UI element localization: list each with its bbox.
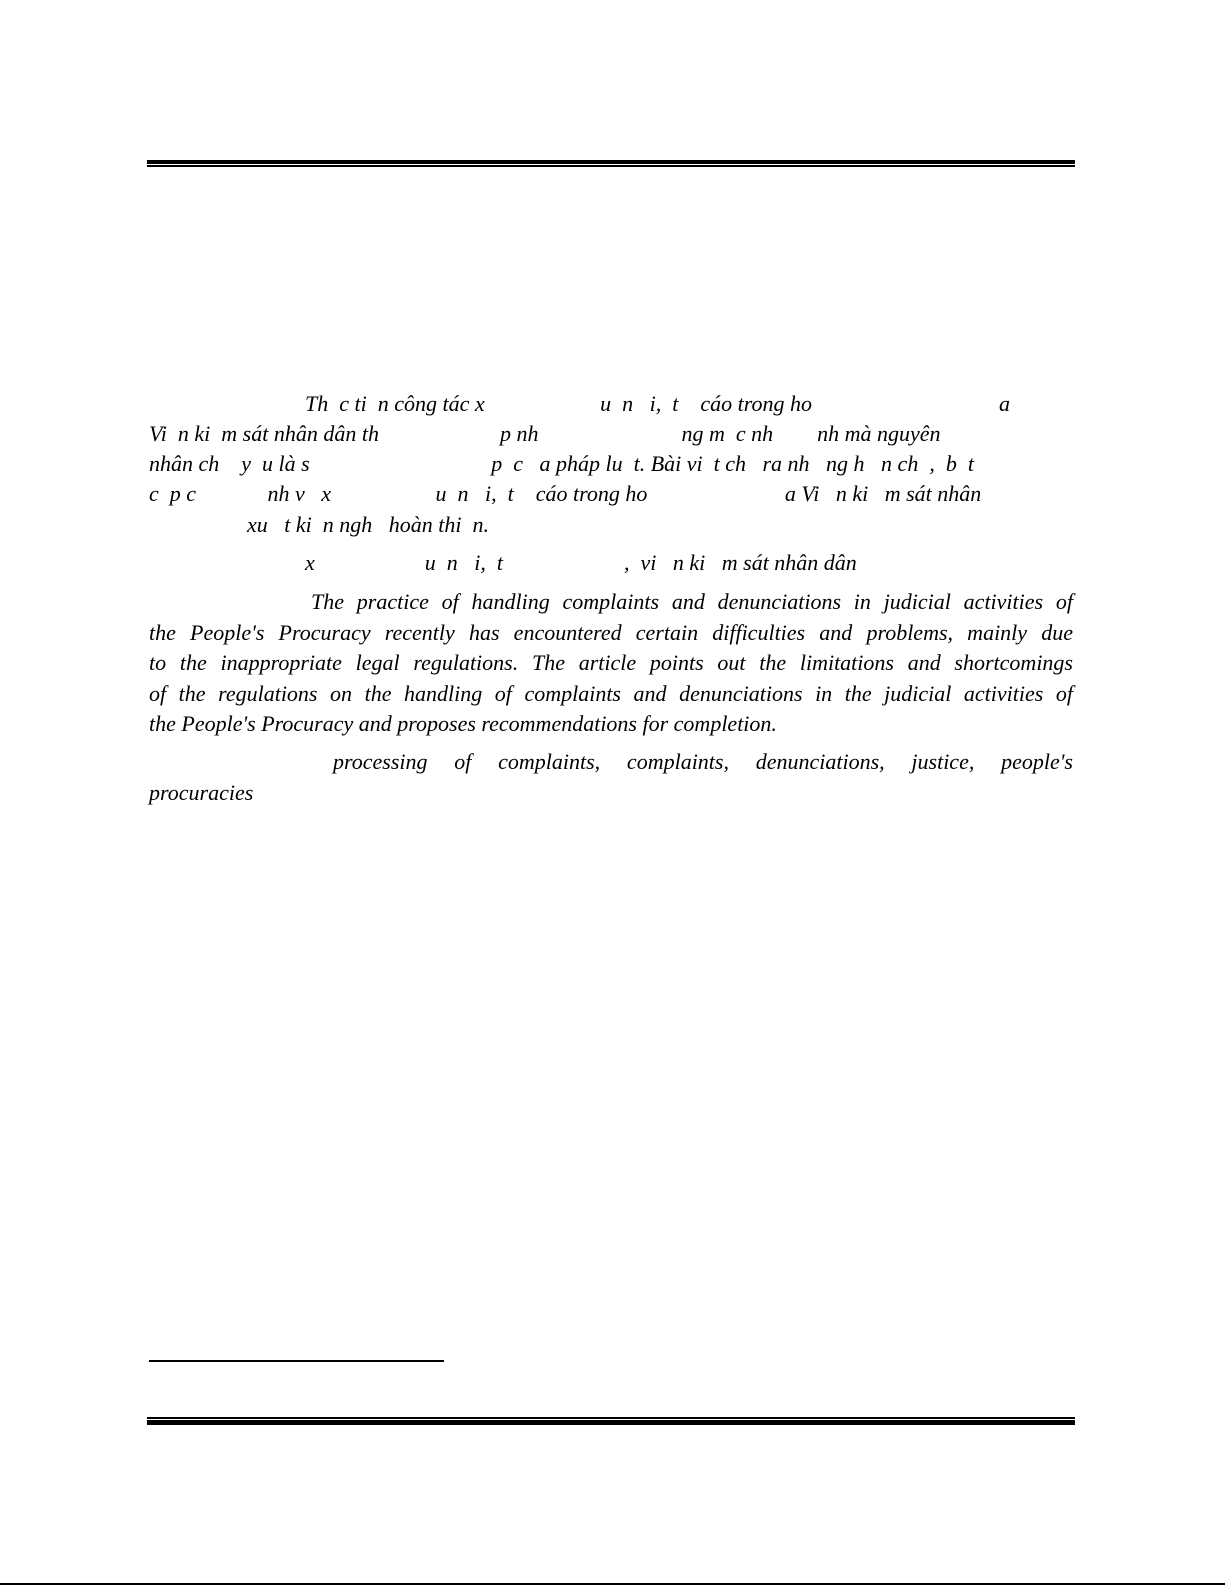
en-abstract-line-5: the People's Procuracy and proposes recommendations for completion. — [149, 711, 777, 736]
footnote-separator — [149, 1360, 444, 1362]
vi-abstract-line-4: c p c nh v x u n i, t cáo trong ho a Vi n ki m sát nhân — [149, 481, 982, 506]
vi-abstract-line-5: xu t ki n ngh hoàn thi n. — [247, 512, 489, 537]
en-abstract-line-3: to the inappropriate legal regulations. The article points out the limitations and shortcomings — [149, 650, 1073, 675]
vi-abstract-line-1: Th c ti n công tác x u n i, t cáo trong ho a — [305, 391, 1010, 416]
header-double-rule — [147, 160, 1075, 167]
vi-abstract-line-3: nhân ch y u là s p c a pháp lu t. Bài vi t ch ra nh ng h n ch , b t — [149, 451, 974, 476]
en-abstract-line-4: of the regulations on the handling of complaints and denunciations in the judicial activities of — [149, 680, 1073, 706]
en-keywords — [149, 747, 1073, 808]
en-keywords-line-1: processing of complaints, complaints, denunciations, justice, people's — [333, 749, 1073, 774]
vi-abstract-line-2: Vi n ki m sát nhân dân th p nh ng m c nh nh mà nguyên — [149, 421, 941, 446]
en-abstract-line-2: the People's Procuracy recently has encountered certain difficulties and problems, mainly due — [149, 619, 1073, 645]
vi-keywords: x u n i, t , vi n ki m sát nhân dân — [305, 550, 857, 575]
en-abstract-line-1: The practice of handling complaints and denunciations in judicial activities of — [311, 589, 1073, 614]
en-abstract — [149, 587, 1073, 740]
en-keywords-line-2: procuracies — [149, 779, 254, 805]
footer-double-rule — [147, 1417, 1075, 1425]
